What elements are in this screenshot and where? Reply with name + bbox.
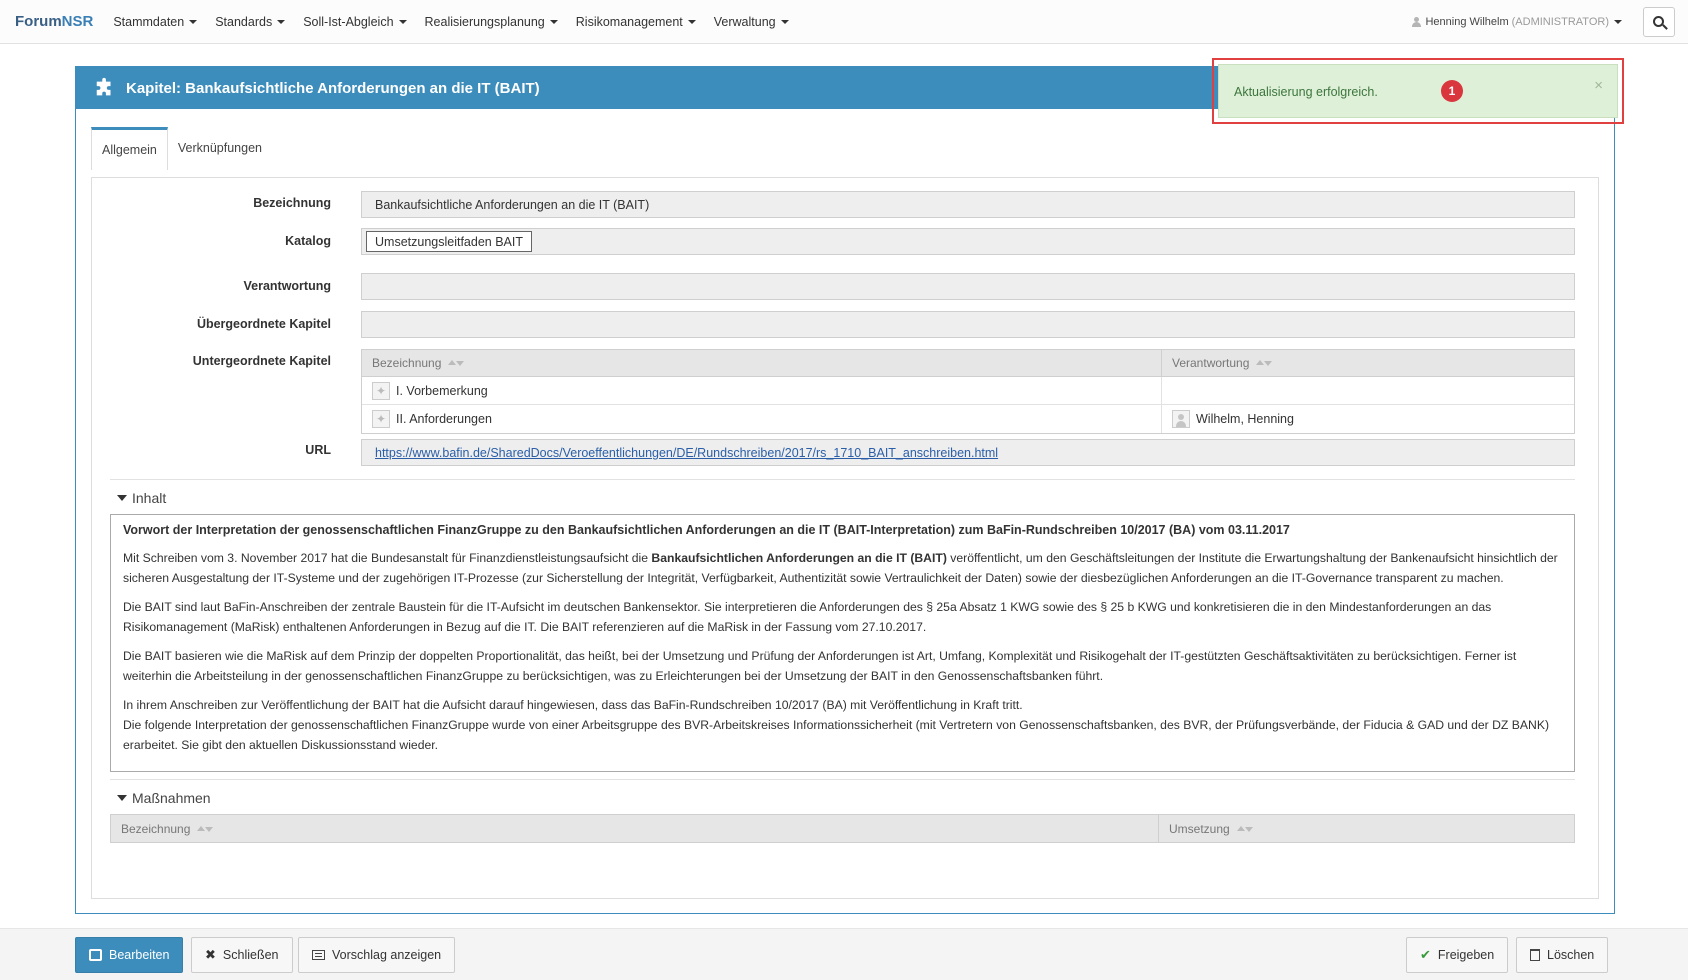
bezeichnung-label: Bezeichnung <box>253 196 331 210</box>
untergeordnete-kapitel-table <box>361 349 1575 434</box>
url-label: URL <box>305 443 331 457</box>
sort-icon <box>448 359 464 367</box>
tab-verknuepfungen[interactable]: Verknüpfungen <box>177 141 262 155</box>
caret-down-icon <box>688 20 696 24</box>
caret-down-icon <box>1614 20 1622 24</box>
top-navbar <box>0 0 1688 44</box>
success-toast <box>1218 64 1618 118</box>
table-header <box>111 815 1574 842</box>
caret-down-icon <box>189 20 197 24</box>
triangle-down-icon <box>117 795 127 801</box>
user-icon <box>1412 17 1421 27</box>
annotation-badge: 1 <box>1441 80 1463 102</box>
main-menu <box>104 0 797 44</box>
menu-standards[interactable]: Standards <box>206 0 294 44</box>
menu-soll-ist-abgleich[interactable]: Soll-Ist-Abgleich <box>294 0 415 44</box>
bearbeiten-button[interactable]: Bearbeiten <box>75 937 183 973</box>
sort-icon <box>197 825 213 833</box>
table-header <box>362 350 1574 377</box>
verantwortung-label: Verantwortung <box>243 279 331 293</box>
search-button[interactable] <box>1643 7 1675 37</box>
verantwortung-field[interactable] <box>361 273 1575 300</box>
triangle-down-icon <box>117 495 127 501</box>
caret-down-icon <box>781 20 789 24</box>
column-umsetzung[interactable]: Umsetzung <box>1159 815 1574 842</box>
menu-stammdaten[interactable]: Stammdaten <box>104 0 206 44</box>
toast-message: Aktualisierung erfolgreich. <box>1234 85 1378 99</box>
uebergeordnete-kapitel-field[interactable] <box>361 311 1575 338</box>
caret-down-icon <box>277 20 285 24</box>
tab-content-allgemein <box>91 177 1599 899</box>
schliessen-button[interactable]: ✖ Schließen <box>191 937 293 973</box>
massnahmen-table <box>110 814 1575 843</box>
puzzle-icon: ✦ <box>372 382 390 400</box>
uebergeordnete-kapitel-label: Übergeordnete Kapitel <box>196 317 331 331</box>
close-icon: ✖ <box>205 947 216 962</box>
inhalt-paragraph: Die BAIT basieren wie die MaRisk auf dem Prinzip der doppelten Proportionalität, das heißt, bei der Umsetzung und Prüfung der Anforderungen ist Art, Umfang, Komplexität und Risikogehalt der IT-gestützten Geschäftsaktivitäten zu berücksichtigen. Ferner ist weiterhin die Arbeitsteilung in der genossenschaftlichen FinanzGruppe zu berücksichtigen, was zu Erleichterungen bei der Umsetzung der BAIT in den Genossenschaftsbanken führt. <box>123 649 1517 683</box>
user-name: Henning Wilhelm <box>1425 16 1509 28</box>
tab-bar <box>91 127 272 169</box>
menu-risikomanagement[interactable]: Risikomanagement <box>567 0 705 44</box>
table-row[interactable]: ✦ II. Anforderungen Wilhelm, Henning <box>362 405 1574 433</box>
edit-icon <box>89 949 102 961</box>
freigeben-button[interactable]: ✔ Freigeben <box>1406 937 1508 973</box>
check-icon: ✔ <box>1420 947 1431 962</box>
sort-icon <box>1256 359 1272 367</box>
panel-title: Kapitel: Bankaufsichtliche Anforderungen an die IT (BAIT) <box>126 79 540 97</box>
trash-icon <box>1530 949 1540 961</box>
chapter-panel <box>75 66 1615 914</box>
loeschen-button[interactable]: Löschen <box>1516 937 1608 973</box>
inhalt-paragraph: In ihrem Anschreiben zur Veröffentlichung der BAIT hat die Aufsicht darauf hingewiesen, dass das BaFin-Rundschreiben 10/2017 (BA) mit Veröffentlichung in Kraft tritt. Die folgende Interpretation der genossenschaftlichen FinanzGruppe wurde von einer Arbeitsgruppe des BVR-Arbeitskreises Informationssicherheit (mit Vertretern von Genossenschaftsbanken, des BVR, der Prüfungsverbände, der Fiducia & GAD und der DZ BANK) erarbeitet. Sie gibt den aktuellen Diskussionsstand wieder. <box>123 698 1550 752</box>
search-icon <box>1653 16 1664 27</box>
inhalt-content <box>110 514 1575 772</box>
tab-allgemein[interactable]: Allgemein <box>91 127 168 170</box>
column-bezeichnung[interactable]: Bezeichnung <box>362 350 1162 376</box>
vorschlag-anzeigen-button[interactable]: Vorschlag anzeigen <box>298 937 455 973</box>
column-bezeichnung[interactable]: Bezeichnung <box>111 815 1159 842</box>
bezeichnung-field[interactable]: Bankaufsichtliche Anforderungen an die IT (BAIT) <box>361 191 1575 218</box>
caret-down-icon <box>399 20 407 24</box>
katalog-field[interactable] <box>361 228 1575 255</box>
column-verantwortung[interactable]: Verantwortung <box>1162 350 1574 376</box>
inhalt-heading: Vorwort der Interpretation der genossenschaftlichen FinanzGruppe zu den Bankaufsichtlichen Anforderungen an die IT (BAIT-Interpretation) zum BaFin-Rundschreiben 10/2017 (BA) vom 03.11.2017 <box>123 523 1290 537</box>
inhalt-paragraph: Die BAIT sind laut BaFin-Anschreiben der zentrale Baustein für die IT-Aufsicht im deutschen Bankensektor. Sie interpretieren die Anforderungen des § 25a Absatz 1 KWG sowie des § 25 b KWG und konkretisieren die in den Mindestanforderungen an das Risikomanagement (MaRisk) enthaltenen Anforderungen in Bezug auf die IT. Die BAIT referenzieren auf die MaRisk in der Fassung vom 27.10.2017. <box>123 600 1492 634</box>
caret-down-icon <box>550 20 558 24</box>
brand-logo[interactable]: ForumNSR <box>15 13 94 30</box>
katalog-tag[interactable]: Umsetzungsleitfaden BAIT <box>366 231 532 252</box>
url-link[interactable]: https://www.bafin.de/SharedDocs/Veroeffentlichungen/DE/Rundschreiben/2017/rs_1710_BAIT_anschreiben.html <box>375 446 999 460</box>
person-icon <box>1172 410 1190 428</box>
inhalt-section-toggle[interactable]: Inhalt <box>117 490 166 506</box>
divider <box>110 779 1575 780</box>
inhalt-paragraph: Mit Schreiben vom 3. November 2017 hat die Bundesanstalt für Finanzdienstleistungsaufsicht die Bankaufsichtlichen Anforderungen an die IT (BAIT) veröffentlicht, um den Geschäftsleitungen der Institute die Erwartungshaltung der Bankenaufsicht hinsichtlich der sicheren Ausgestaltung der IT-Systeme und der zugehörigen IT-Prozesse (zur Sicherstellung der Integrität, Verfügbarkeit, Authentizität sowie Vertraulichkeit der Daten) sowie der diesbezüglichen Anforderungen an die IT-Governance transparent zu machen. <box>123 551 1558 585</box>
divider <box>110 479 1575 480</box>
url-field <box>361 439 1575 466</box>
untergeordnete-kapitel-label: Untergeordnete Kapitel <box>192 354 331 368</box>
puzzle-icon: ✦ <box>372 410 390 428</box>
massnahmen-section-toggle[interactable]: Maßnahmen <box>117 790 211 806</box>
user-menu[interactable] <box>1412 0 1622 44</box>
sort-icon <box>1237 825 1253 833</box>
katalog-label: Katalog <box>285 234 331 248</box>
close-icon[interactable]: × <box>1594 77 1603 94</box>
table-row[interactable]: ✦ I. Vorbemerkung <box>362 377 1574 405</box>
document-icon <box>312 950 325 960</box>
menu-verwaltung[interactable]: Verwaltung <box>705 0 798 44</box>
bottom-action-bar <box>0 928 1688 980</box>
user-role: (ADMINISTRATOR) <box>1511 16 1609 28</box>
menu-realisierungsplanung[interactable]: Realisierungsplanung <box>416 0 567 44</box>
puzzle-icon <box>94 77 116 99</box>
